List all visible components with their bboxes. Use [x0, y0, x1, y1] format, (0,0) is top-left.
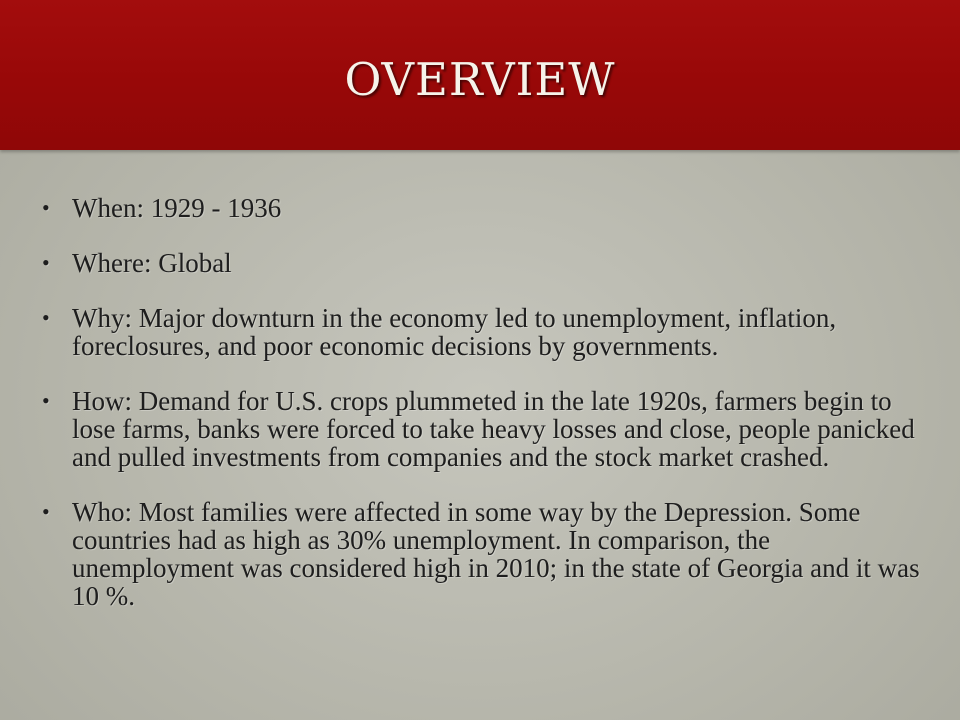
slide-title: overview [344, 37, 616, 111]
bullet-item-who [40, 498, 920, 610]
bullet-text: When: 1929 - 1936 [72, 193, 282, 223]
bullet-icon: • [42, 250, 50, 275]
bullet-text: Why: Major downturn in the economy led to unemployment, inflation, foreclosures, and poor economic decisions by governments. [72, 303, 837, 361]
title-band [0, 0, 960, 150]
bullet-item-where [40, 249, 920, 277]
bullet-item-how [40, 387, 920, 471]
bullet-list [40, 194, 920, 610]
bullet-icon: • [42, 305, 50, 330]
bullet-text: Who: Most families were affected in some way by the Depression. Some countries had as high as 30% unemployment. In comparison, the unemployment was considered high in 2010; in the state of Georgia and it was 10 %. [72, 497, 920, 611]
bullet-text: Where: Global [72, 248, 232, 278]
bullet-icon: • [42, 499, 50, 524]
slide-content [40, 194, 920, 637]
bullet-icon: • [42, 195, 50, 220]
bullet-icon: • [42, 388, 50, 413]
bullet-item-when [40, 194, 920, 222]
bullet-text: How: Demand for U.S. crops plummeted in the late 1920s, farmers begin to lose farms, banks were forced to take heavy losses and close, people panicked and pulled investments from companies and the stock market crashed. [72, 386, 915, 472]
bullet-item-why [40, 304, 920, 360]
